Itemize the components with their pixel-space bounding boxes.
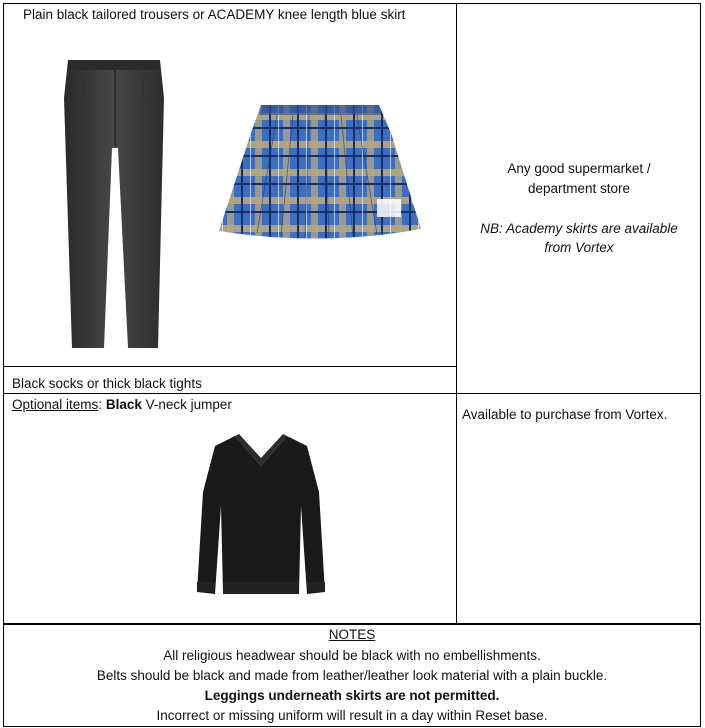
jumper-image [195, 432, 327, 604]
where-to-buy-line1: Any good supermarket / [507, 161, 651, 176]
optional-items-label: Optional items [12, 397, 99, 412]
skirt-note-line1: NB: Academy skirts are available [480, 221, 678, 236]
socks-tights-text: Black socks or thick black tights [12, 376, 202, 391]
notes-incorrect-uniform: Incorrect or missing uniform will result in a day within Reset base. [156, 708, 548, 723]
skirt-image [217, 103, 423, 245]
where-to-buy-line2: department store [527, 181, 631, 196]
optional-items-line [12, 397, 232, 413]
row-divider-notes [3, 623, 701, 625]
trousers-skirt-heading: Plain black tailored trousers or ACADEMY knee length blue skirt [23, 7, 406, 22]
notes-title: NOTES [328, 627, 376, 642]
trousers-image [60, 58, 170, 350]
jumper-description: V-neck jumper [145, 397, 232, 412]
cell-divider-vertical-top [456, 3, 457, 624]
notes-leggings: Leggings underneath skirts are not permitted. [204, 688, 500, 703]
jumper-where-to-buy: Available to purchase from Vortex. [462, 407, 668, 422]
row-divider-optional [3, 393, 701, 394]
jumper-color: Black [105, 397, 142, 412]
optional-items-colon: : [98, 397, 103, 412]
row-divider-socks [3, 366, 457, 367]
notes-belts: Belts should be black and made from leather/leather look material with a plain buckle. [96, 668, 608, 683]
skirt-note-line2: from Vortex [544, 240, 614, 255]
notes-headwear: All religious headwear should be black with no embellishments. [163, 648, 541, 663]
